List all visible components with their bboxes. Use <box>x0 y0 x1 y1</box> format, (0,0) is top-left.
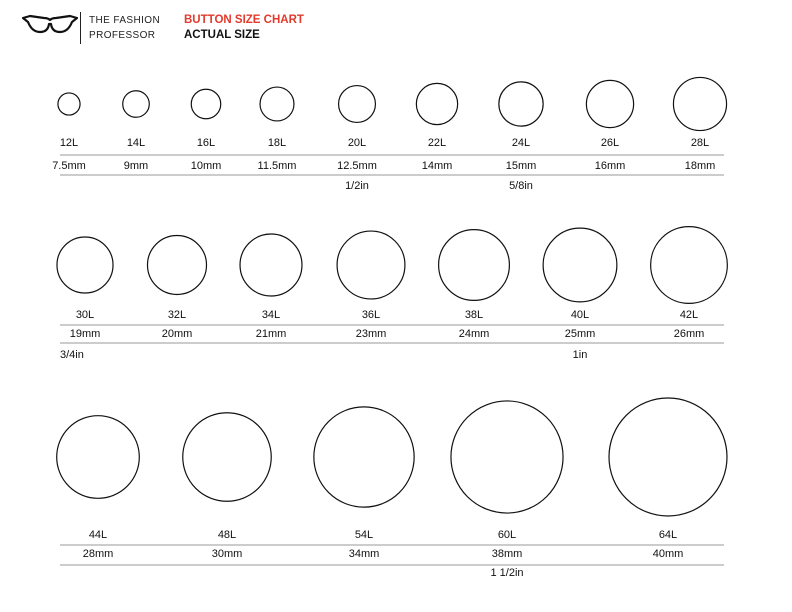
mm-label: 11.5mm <box>257 160 297 172</box>
ligne-label: 40L <box>570 309 590 321</box>
mm-label: 20mm <box>161 328 193 340</box>
mm-label: 26mm <box>673 328 705 340</box>
button-circle-22L <box>416 83 457 124</box>
brand-name-line2: PROFESSOR <box>89 30 156 41</box>
button-circle-40L <box>543 228 617 302</box>
button-circle-64L <box>609 398 727 516</box>
mm-label: 15mm <box>505 160 537 172</box>
brand-name-line1: THE FASHION <box>89 15 161 26</box>
ligne-label: 34L <box>261 309 281 321</box>
button-circle-14L <box>123 91 150 118</box>
ligne-label: 48L <box>217 529 237 541</box>
mm-label: 28mm <box>82 548 114 560</box>
button-circle-16L <box>191 89 221 119</box>
button-circle-48L <box>183 413 272 502</box>
mm-label: 23mm <box>355 328 387 340</box>
button-circle-54L <box>314 407 414 507</box>
mm-label: 40mm <box>652 548 684 560</box>
ligne-label: 20L <box>347 137 367 149</box>
button-circle-42L <box>651 227 728 304</box>
ligne-label: 36L <box>361 309 381 321</box>
mm-label: 14mm <box>421 160 453 172</box>
ligne-label: 24L <box>511 137 531 149</box>
button-circle-24L <box>499 82 543 126</box>
inch-label: 5/8in <box>509 180 533 192</box>
mm-label: 18mm <box>684 160 716 172</box>
ligne-label: 60L <box>497 529 517 541</box>
button-circle-34L <box>240 234 302 296</box>
button-circle-60L <box>451 401 563 513</box>
button-circle-44L <box>57 416 140 499</box>
page-title: BUTTON SIZE CHART <box>184 14 304 26</box>
mm-label: 24mm <box>458 328 490 340</box>
inch-label: 1in <box>572 349 588 361</box>
inch-label: 3/4in <box>60 349 84 361</box>
button-circle-26L <box>586 80 633 127</box>
button-circle-28L <box>673 77 726 130</box>
ligne-label: 44L <box>88 529 108 541</box>
button-circle-18L <box>260 87 294 121</box>
ligne-label: 30L <box>75 309 95 321</box>
button-circle-12L <box>58 93 80 115</box>
mm-label: 12.5mm <box>337 160 377 172</box>
ligne-label: 64L <box>658 529 678 541</box>
ligne-label: 16L <box>196 137 216 149</box>
mm-label: 9mm <box>123 160 149 172</box>
mm-label: 7.5mm <box>52 160 86 172</box>
ligne-label: 18L <box>267 137 287 149</box>
ligne-label: 54L <box>354 529 374 541</box>
ligne-label: 32L <box>167 309 187 321</box>
page-subtitle: ACTUAL SIZE <box>184 29 260 41</box>
mm-label: 21mm <box>255 328 287 340</box>
ligne-label: 22L <box>427 137 447 149</box>
button-circle-36L <box>337 231 405 299</box>
ligne-label: 42L <box>679 309 699 321</box>
ligne-label: 28L <box>690 137 710 149</box>
mm-label: 10mm <box>190 160 222 172</box>
mm-label: 25mm <box>564 328 596 340</box>
mm-label: 38mm <box>491 548 523 560</box>
mm-label: 16mm <box>594 160 626 172</box>
mm-label: 19mm <box>69 328 101 340</box>
button-circle-32L <box>148 236 207 295</box>
inch-label: 1/2in <box>345 180 369 192</box>
ligne-label: 12L <box>59 137 79 149</box>
mm-label: 34mm <box>348 548 380 560</box>
button-circle-30L <box>57 237 113 293</box>
mm-label: 30mm <box>211 548 243 560</box>
ligne-label: 26L <box>600 137 620 149</box>
inch-label: 1 1/2in <box>490 567 524 579</box>
ligne-label: 14L <box>126 137 146 149</box>
button-circle-20L <box>339 86 376 123</box>
ligne-label: 38L <box>464 309 484 321</box>
button-circle-38L <box>439 230 510 301</box>
